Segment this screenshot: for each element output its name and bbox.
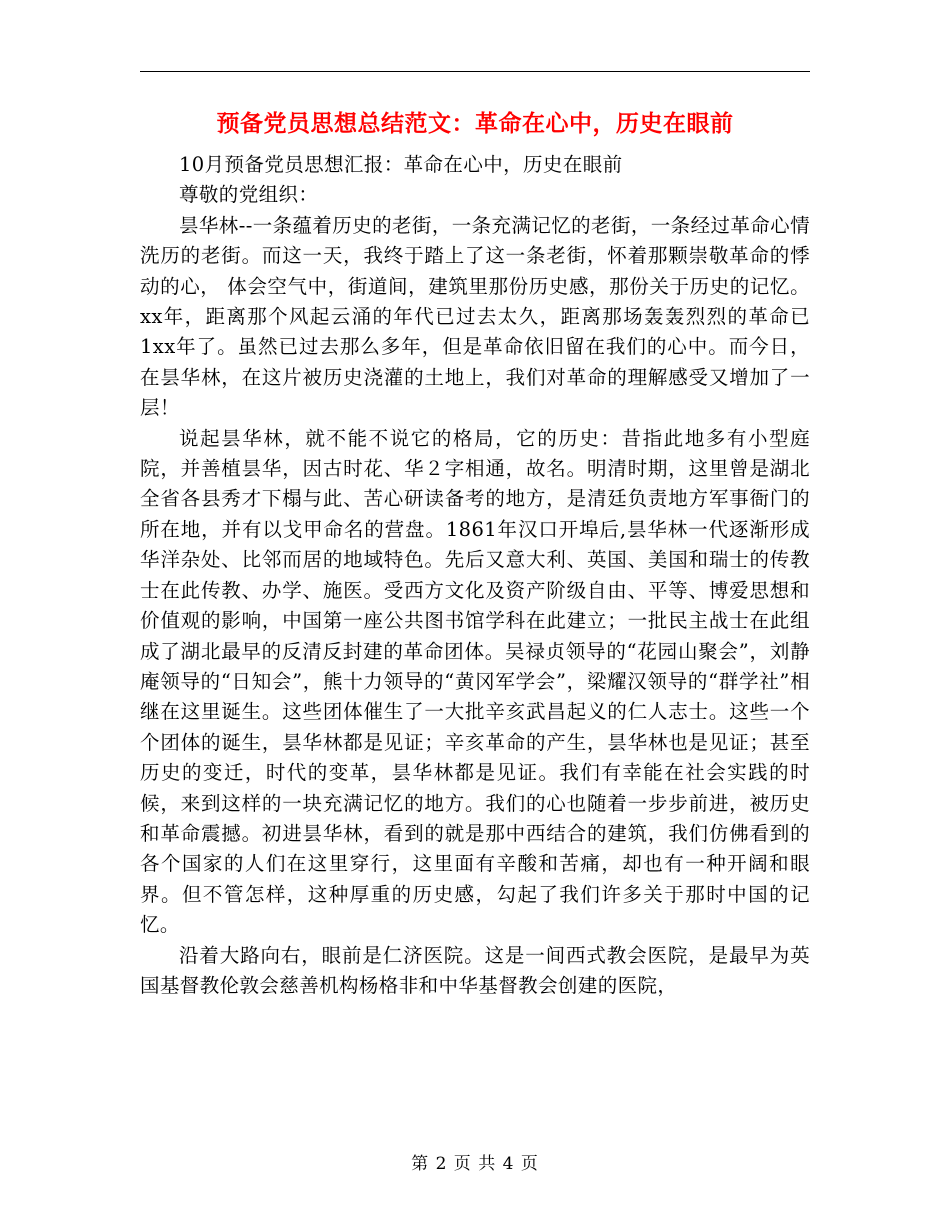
header-rule [140,71,810,72]
report-heading: 10月预备党员思想汇报：革命在心中，历史在眼前 [179,153,623,176]
paragraph-history: 说起昙华林，就不能不说它的格局，它的历史：昔指此地多有小型庭院，并善植昙华，因古时花、华２字相通，故名。明清时期，这里曾是湖北全省各县秀才下榻与此、苦心研读备考的地方，是清廷负责地方军事衙门的所在地，并有以戈甲命名的营盘。1861年汉口开埠后,昙华林一代逐渐形成华洋杂处、比邻而居的地域特色。先后又意大利、英国、美国和瑞士的传教士在此传教、办学、施医。受西方文化及资产阶级自由、平等、博爱思想和价值观的影响，中国第一座公共图书馆学科在此建立；一批民主战士在此组成了湖北最早的反清反封建的革命团体。吴禄贞领导的“花园山聚会”，刘静庵领导的“日知会”，熊十力领导的“黄冈军学会”，梁耀汉领导的“群学社”相继在这里诞生。这些团体催生了一大批辛亥武昌起义的仁人志士。这些一个个团体的诞生，昙华林都是见证；辛亥革命的产生，昙华林也是见证；甚至历史的变迁，时代的变革，昙华林都是见证。我们有幸能在社会实践的时候，来到这样的一块充满记忆的地方。我们的心也随着一步步前进，被历史和革命震撼。初进昙华林，看到的就是那中西结合的建筑，我们仿佛看到的各个国家的人们在这里穿行，这里面有辛酸和苦痛，却也有一种开阔和眼界。但不管怎样，这种厚重的历史感，勾起了我们许多关于那时中国的记忆。 [140,426,810,937]
document-title: 预备党员思想总结范文：革命在心中，历史在眼前 [216,110,734,137]
paragraph-hospital: 沿着大路向右，眼前是仁济医院。这是一间西式教会医院，是最早为英国基督教伦敦会慈善机构杨格非和中华基督教会创建的医院， [140,943,810,997]
salutation: 尊敬的党组织： [179,183,319,207]
page-number: 第 2 页 共 4 页 [411,1154,539,1174]
document-body [140,150,810,1001]
paragraph-intro: 昙华林--一条蕴着历史的老街，一条充满记忆的老街，一条经过革命心情洗历的老街。而这一天，我终于踏上了这一条老街，怀着那颗崇敬革命的悸动的心， 体会空气中，街道间，建筑里那份历史感，那份关于历史的记忆。xx年，距离那个风起云涌的年代已过去太久，距离那场轰轰烈烈的革命已1xx年了。虽然已过去那么多年，但是革命依旧留在我们的心中。而今日，在昙华林，在这片被历史浇灌的土地上，我们对革命的理解感受又增加了一层！ [140,213,810,420]
